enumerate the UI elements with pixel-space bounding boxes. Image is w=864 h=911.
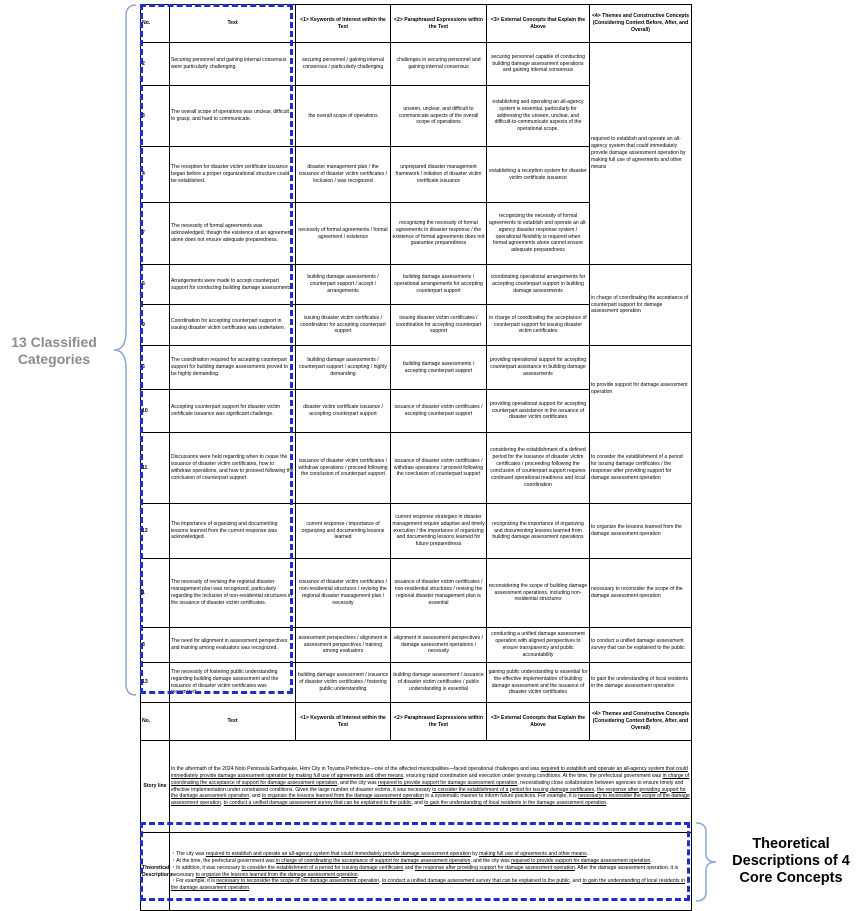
- theoretical-line: [171, 878, 690, 892]
- row-external: securing personnel capable of conducting building damage assessment operations and gaining internal consensus: [487, 43, 590, 86]
- row-text: The necessity of revising the regional disaster management plan was recognized, particularly regarding the inclusion of non-residential structures in the issuance of disaster victim certificates.: [170, 559, 296, 628]
- theoretical-text: [170, 833, 692, 911]
- row-paraphrased: current response strategies in disaster management require adaptive and timely execution / the importance of organizing and documenting lessons learned for future preparedness: [391, 504, 487, 559]
- theoretical-label: Theoretical Descriptions: [141, 833, 170, 911]
- theoretical-row: [141, 833, 692, 911]
- text-segment: , and the city was: [470, 857, 512, 864]
- theoretical-annotation: Theoretical Descriptions of 4 Core Concepts: [732, 836, 850, 886]
- storyline-label: Story line: [141, 741, 170, 833]
- underlined-concept: to organize the lessons learned from the damage assessment operation: [195, 871, 358, 878]
- row-external: considering the establishment of a defined period for the issuance of disaster victim certificates / proceeding following the conclusion of counterpart support requires continued operational readiness and local coordination: [487, 433, 590, 504]
- text-segment: in a systematic manner to inform future practices. For example, it is: [423, 793, 579, 800]
- row-text: Accepting counterpart support for disaster victim certificate issuance was significant challenge.: [170, 390, 296, 433]
- row-external: recognizing the importance of organizing and documenting lessons learned from building damage assessment operations: [487, 504, 590, 559]
- text-segment: and: [403, 864, 415, 871]
- row-paraphrased: unseen, unclear, and difficult to communicate aspects of the overall scope of operations: [391, 86, 487, 147]
- header-text: Text: [170, 5, 296, 43]
- text-segment: .: [249, 885, 251, 892]
- text-segment: , and the city was: [337, 779, 378, 786]
- row-external: establishing and operating an all-agency system is essential, particularly for addressing the unseen, unclear, and difficult-to-communicate aspects of the operational scope.: [487, 86, 590, 147]
- row-no: 10: [141, 390, 170, 433]
- row-theme: to consider the establishment of a period for issuing damage certificates / the response after providing support for damage assessment operation: [590, 433, 692, 504]
- theoretical-line: [171, 858, 690, 865]
- row-no: 6: [141, 346, 170, 390]
- text-segment: ・In addition, it was necessary: [171, 864, 242, 871]
- row-external: reconsidering the scope of building damage assessment operations, including non-residential structures: [487, 559, 590, 628]
- row-keywords: assessment perspectives / alignment in assessment perspectives / training among evaluators: [296, 628, 391, 663]
- underlined-concept: to gain the understanding of local residents in the damage assessment operation: [424, 800, 607, 807]
- table-row: [141, 346, 692, 390]
- text-segment: ・For example, it is: [171, 878, 217, 885]
- underlined-concept: required to establish and operate an all-agency system that could immediately provide damage assessment operation by making full use of agreements and other means: [171, 765, 688, 779]
- row-keywords: current response / importance of organizing and documenting lessons learned: [296, 504, 391, 559]
- row-paraphrased: challenges in securing personnel and gaining internal consensus: [391, 43, 487, 86]
- row-text: The coordination required for accepting counterpart support for building damage assessments proved to be highly demanding.: [170, 346, 296, 390]
- underlined-concept: to gain the understanding of local residents in the damage assessment operation: [171, 878, 685, 892]
- underlined-concept: to organize the lessons learned from the damage assessment operation: [261, 793, 424, 800]
- row-text: Discussions were held regarding when to cease the issuance of disaster victim certificates, how to withdraw operations, and how to proceed following the conclusion of counterpart support.: [170, 433, 296, 504]
- table-row: [141, 628, 692, 663]
- header-text: Text: [170, 703, 296, 741]
- row-no: 2: [141, 43, 170, 86]
- row-paraphrased: issuance of disaster victim certificates / withdraw operations / proceed following the conclusion of counterpart support: [391, 433, 487, 504]
- row-theme: to organize the lessons learned from the damage assessment operation: [590, 504, 692, 559]
- row-keywords: issuing disaster victim certificates / coordination for accepting counterpart support: [296, 305, 391, 346]
- row-external: providing operational support for accepting counterpart assistance in building damage assessments: [487, 346, 590, 390]
- header-no: No.: [141, 5, 170, 43]
- underlined-concept: making full use of agreements and other means: [479, 850, 587, 857]
- text-segment: , and: [411, 800, 425, 807]
- row-no: 3: [141, 86, 170, 147]
- row-keywords: issuance of disaster victim certificates / withdraw operations / proceed following the conclusion of counterpart support: [296, 433, 391, 504]
- row-theme: required to establish and operate an all-agency system that could immediately provide damage assessment operation by making full use of agreements and other means: [590, 43, 692, 265]
- underlined-concept: required to establish and operate an all-agency system that could immediately provide damage assessment operation: [205, 850, 471, 857]
- text-segment: .: [357, 871, 360, 878]
- text-segment: ,: [379, 878, 382, 885]
- row-no: 11: [141, 433, 170, 504]
- table-row: [141, 559, 692, 628]
- row-text: Securing personnel and gaining internal consensus were particularly challenging.: [170, 43, 296, 86]
- text-segment: ・The city was: [171, 850, 206, 857]
- row-text: The importance of organizing and documenting lessons learned from the current response was acknowledged.: [170, 504, 296, 559]
- text-segment: .: [650, 857, 652, 864]
- text-segment: In the aftermath of the 2024 Noto Peninsula Earthquake, Himi City in Toyama Prefecture—one of the affected municipalities—faced operational challenges and was: [171, 765, 541, 772]
- row-keywords: issuance of disaster victim certificates / non-residential structures / revising the regional disaster management plan / necessity: [296, 559, 391, 628]
- left-brace: [108, 2, 138, 702]
- header-external: <3> External Concepts that Explain the Above: [487, 703, 590, 741]
- row-text: Arrangements were made to accept counterpart support for conducting building damage assessments.: [170, 265, 296, 305]
- table-row: [141, 43, 692, 86]
- header-keywords: <1> Keywords of Interest within the Text: [296, 703, 391, 741]
- header-paraphrased: <2> Paraphrased Expressions within the Text: [391, 5, 487, 43]
- underlined-concept: required to provide support for damage assessment operation: [511, 857, 651, 864]
- analysis-document: [140, 4, 691, 911]
- underlined-concept: the response after providing support for damage assessment operation: [414, 864, 575, 871]
- underlined-concept: to conduct a unified damage assessment survey that can be explained to the public: [381, 878, 570, 885]
- row-no: 13: [141, 663, 170, 703]
- header-themes: <4> Themes and Constructive Concepts (Considering Context Before, After, and Overall): [590, 5, 692, 43]
- underlined-concept: necessary to reconsider the scope of the damage assessment operation: [171, 793, 690, 807]
- row-paraphrased: recognizing the necessity of formal agreements in disaster response / the existence of formal agreements does not guarantee preparedness: [391, 203, 487, 265]
- storyline-text: [170, 741, 692, 833]
- underlined-concept: necessary to reconsider the scope of the damage assessment operation: [216, 878, 380, 885]
- row-theme: to gain the understanding of local residents in the damage assessment operation: [590, 663, 692, 703]
- underlined-concept: to consider the establishment of a period for issuing damage certificates: [432, 786, 595, 793]
- table-body: [141, 43, 692, 703]
- row-keywords: building damage assessments / counterpart support / accepting / highly demanding: [296, 346, 391, 390]
- row-paraphrased: issuance of disaster victim certificates / non-residential structures / revising the regional disaster management plan is essential: [391, 559, 487, 628]
- row-paraphrased: issuance of disaster victim certificates / accepting counterpart support: [391, 390, 487, 433]
- row-paraphrased: building damage assessments / operational arrangements for accepting counterpart support: [391, 265, 487, 305]
- row-external: conducting a unified damage assessment operation with aligned perspectives to ensure transparency and public accountability: [487, 628, 590, 663]
- header-themes: <4> Themes and Constructive Concepts (Considering Context Before, After, and Overall): [590, 703, 692, 741]
- row-keywords: disaster victim certificate issuance / accepting counterpart support: [296, 390, 391, 433]
- table-header-row: [141, 5, 692, 43]
- table-header-row-repeat: [141, 703, 692, 741]
- table-row: [141, 504, 692, 559]
- text-segment: ,: [220, 800, 224, 807]
- row-theme: to provide support for damage assessment operation: [590, 346, 692, 433]
- row-theme: in charge of coordinating the acceptance of counterpart support for damage assessment operation: [590, 265, 692, 346]
- text-segment: .: [586, 850, 589, 857]
- row-text: The necessity of fostering public understanding regarding building damage assessment and the issuance of disaster victim certificates was recognized.: [170, 663, 296, 703]
- header-paraphrased: <2> Paraphrased Expressions within the Text: [391, 703, 487, 741]
- row-keywords: the overall scope of operations: [296, 86, 391, 147]
- row-paraphrased: building damage assessments / accepting counterpart support: [391, 346, 487, 390]
- underlined-concept: to consider the establishment of a period for issuing damage certificates: [241, 864, 404, 871]
- row-no: 12: [141, 504, 170, 559]
- row-no: 9: [141, 305, 170, 346]
- text-segment: , and: [569, 878, 583, 885]
- row-no: 5: [141, 265, 170, 305]
- row-theme: to conduct a unified damage assessment survey that can be explained to the public: [590, 628, 692, 663]
- row-keywords: securing personnel / gaining internal consensus / particularly challenging: [296, 43, 391, 86]
- row-no: 4: [141, 147, 170, 203]
- row-keywords: disaster management plan / the issuance of disaster victim certificates / inclusion / was recognized: [296, 147, 391, 203]
- table-row: [141, 663, 692, 703]
- table-row: [141, 265, 692, 305]
- row-keywords: building damage assessments / counterpart support / accept / arrangements: [296, 265, 391, 305]
- theoretical-line: [171, 851, 690, 858]
- theoretical-line: [171, 865, 690, 879]
- underlined-concept: in charge of coordinating the acceptance of support for damage assessment operation: [171, 772, 690, 786]
- row-external: gaining public understanding is essential for the effective implementation of building damage assessment and the issuance of disaster victim certificates: [487, 663, 590, 703]
- row-theme: necessary to reconsider the scope of the damage assessment operation: [590, 559, 692, 628]
- row-external: in charge of coordinating the acceptance of counterpart support for issuing disaster victim certificates: [487, 305, 590, 346]
- text-segment: ・At the time, the prefectural government was: [171, 857, 277, 864]
- underlined-concept: required to provide support for damage assessment operation: [378, 779, 518, 786]
- header-external: <3> External Concepts that Explain the Above: [487, 5, 590, 43]
- categories-annotation: 13 Classified Categories: [11, 334, 97, 367]
- text-segment: . After the damage assessment operation, it is necessary: [171, 864, 679, 878]
- row-external: coordinating operational arrangements for accepting counterpart support in building damage assessments: [487, 265, 590, 305]
- row-keywords: building damage assessment / issuance of disaster victim certificates / fostering public understanding: [296, 663, 391, 703]
- right-brace: [694, 820, 718, 904]
- row-keywords: necessity of formal agreements / formal agreement / existence: [296, 203, 391, 265]
- row-external: providing operational support for accepting counterpart assistance in the issuance of disaster victim certificates: [487, 390, 590, 433]
- row-external: recognizing the necessity of formal agreements to establish and operate an all-agency disaster response system / operational flexibility is required when formal agreements alone cannot ensure adequate preparedness: [487, 203, 590, 265]
- scat-table: [140, 4, 692, 911]
- row-no: 1: [141, 559, 170, 628]
- table-row: [141, 433, 692, 504]
- underlined-concept: in charge of coordinating the acceptance of support for damage assessment operation: [276, 857, 471, 864]
- text-segment: , and: [249, 793, 262, 800]
- row-text: The overall scope of operations was unclear, difficult to grasp, and hard to communicate.: [170, 86, 296, 147]
- underlined-concept: to conduct a unified damage assessment survey that can be explained to the public: [223, 800, 412, 807]
- row-paraphrased: alignment in assessment perspectives / damage assessment operations / necessity: [391, 628, 487, 663]
- row-text: The necessity of formal agreements was acknowledged, though the existence of an agreement alone does not ensure adequate preparedness.: [170, 203, 296, 265]
- row-no: 8: [141, 628, 170, 663]
- header-keywords: <1> Keywords of Interest within the Text: [296, 5, 391, 43]
- row-paraphrased: building damage assessment / issuance of disaster victim certificates / public understanding is essential: [391, 663, 487, 703]
- row-text: The need for alignment in assessment perspectives and training among evaluators was recognized.: [170, 628, 296, 663]
- underlined-concept: the response after providing support for the damage assessment operation: [171, 786, 686, 800]
- row-external: establishing a reception system for disaster victim certificate issuance: [487, 147, 590, 203]
- text-segment: by: [470, 850, 480, 857]
- text-segment: .: [606, 800, 608, 807]
- row-paraphrased: unprepared disaster management framework / initiation of disaster victim certificate issuance: [391, 147, 487, 203]
- row-paraphrased: issuing disaster victim certificates / coordination for accepting counterpart support: [391, 305, 487, 346]
- row-no: 7: [141, 203, 170, 265]
- row-text: The reception for disaster victim certificate issuance began before a proper organizational structure could be established.: [170, 147, 296, 203]
- text-segment: ,: [594, 786, 598, 793]
- row-text: Coordination for accepting counterpart support in issuing disaster victim certificates was undertaken.: [170, 305, 296, 346]
- storyline-row: [141, 741, 692, 833]
- text-segment: , ensuring rapid coordination and execution under pressing conditions. At the time, the prefectural government was: [403, 772, 663, 779]
- header-no: No.: [141, 703, 170, 741]
- text-segment: , necessitating close collaboration between agencies to ensure timely and effective implementation under constrained conditions. Given the large number of disaster victims, it was necessary: [171, 779, 684, 793]
